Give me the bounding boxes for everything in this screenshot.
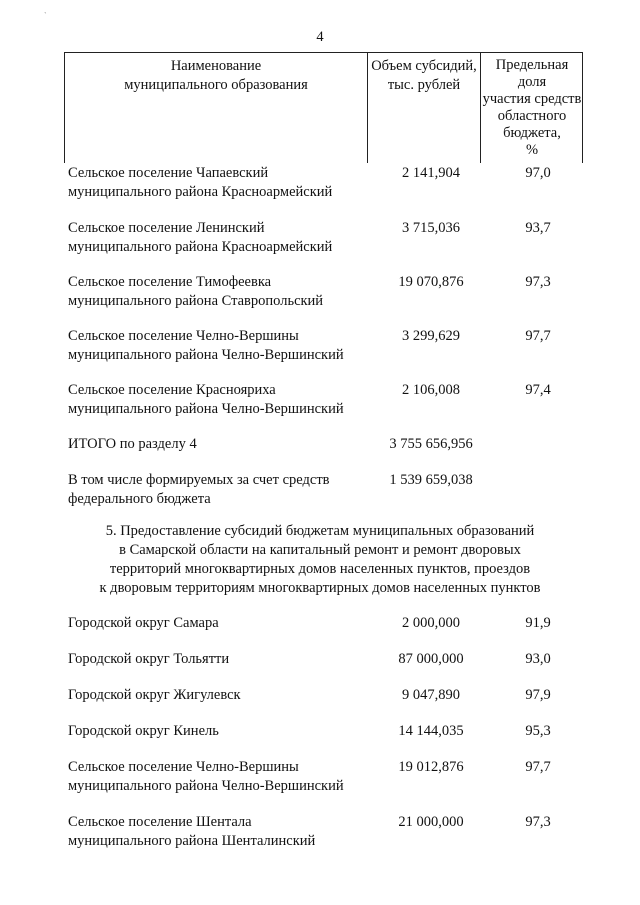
row-name-line: Городской округ Тольятти	[68, 651, 230, 667]
row-name	[68, 381, 368, 419]
row-name	[68, 650, 368, 669]
table-row	[68, 273, 588, 313]
table-row	[68, 381, 588, 421]
row-amount: 3 299,629	[402, 328, 460, 344]
table-row	[68, 686, 588, 726]
row-share: 97,7	[525, 328, 551, 344]
header-col-amount-line: Объем субсидий,	[371, 58, 477, 74]
header-col-name	[65, 53, 367, 163]
row-name-line: муниципального района Красноармейский	[68, 184, 333, 200]
row-name-line: муниципального района Челно-Вершинский	[68, 401, 344, 417]
section-title-line: 5. Предоставление субсидий бюджетам муниципальных образований	[105, 523, 535, 539]
row-share: 93,7	[525, 220, 551, 236]
row-name-line: Сельское поселение Шентала	[68, 814, 252, 830]
table-row	[68, 813, 588, 853]
header-col-name-line: муниципального образования	[124, 77, 308, 93]
section-5-title	[0, 522, 640, 598]
row-amount: 3 755 656,956	[389, 436, 473, 452]
row-amount: 2 000,000	[402, 615, 460, 631]
row-share: 93,0	[525, 651, 551, 667]
header-col-share-line: доля	[517, 74, 547, 90]
header-col-share-line: участия средств	[482, 91, 582, 107]
row-amount: 87 000,000	[398, 651, 464, 667]
row-name-line: ИТОГО по разделу 4	[68, 436, 197, 452]
table-row	[68, 614, 588, 654]
row-share: 97,3	[525, 814, 551, 830]
row-share: 91,9	[525, 615, 551, 631]
row-amount: 3 715,036	[402, 220, 460, 236]
header-col-amount	[367, 53, 480, 163]
table-row	[68, 758, 588, 798]
row-name-line: Сельское поселение Челно-Вершины	[68, 328, 299, 344]
row-amount: 19 012,876	[398, 759, 464, 775]
row-name	[68, 164, 368, 202]
row-share: 97,7	[525, 759, 551, 775]
row-name-line: муниципального района Шенталинский	[68, 833, 316, 849]
row-name-line: В том числе формируемых за счет средств	[68, 472, 330, 488]
row-name-line: Сельское поселение Челно-Вершины	[68, 759, 299, 775]
row-share: 97,4	[525, 382, 551, 398]
section-title-line: территорий многоквартирных домов населенных пунктов, проездов	[109, 561, 531, 577]
header-col-share-line: Предельная	[495, 57, 569, 73]
row-name	[68, 614, 368, 633]
header-col-share-line: %	[525, 142, 539, 158]
header-col-name-line: Наименование	[170, 58, 262, 74]
table-row	[68, 164, 588, 204]
row-name	[68, 327, 368, 365]
header-col-share-line: бюджета,	[503, 125, 561, 141]
corner-mark: `	[44, 11, 47, 20]
row-name-line: Городской округ Самара	[68, 615, 219, 631]
row-name-line: Сельское поселение Чапаевский	[68, 165, 269, 181]
table-row	[68, 722, 588, 762]
row-share: 97,0	[525, 165, 551, 181]
row-amount: 14 144,035	[398, 723, 464, 739]
row-name-line: муниципального района Красноармейский	[68, 239, 333, 255]
table-row	[68, 219, 588, 259]
row-name-line: Сельское поселение Ленинский	[68, 220, 265, 236]
row-name-line: Сельское поселение Краснояриха	[68, 382, 276, 398]
row-share: 97,9	[525, 687, 551, 703]
row-amount: 2 141,904	[402, 165, 460, 181]
row-name-line: федерального бюджета	[68, 491, 211, 507]
federal-row	[68, 471, 588, 511]
row-amount: 2 106,008	[402, 382, 460, 398]
table-header	[64, 52, 583, 163]
row-share: 97,3	[525, 274, 551, 290]
row-name	[68, 273, 368, 311]
row-name-line: Сельское поселение Тимофеевка	[68, 274, 272, 290]
table-row	[68, 327, 588, 367]
row-name	[68, 722, 368, 741]
row-name-line: Городской округ Жигулевск	[68, 687, 241, 703]
row-name	[68, 813, 368, 851]
table-row	[68, 650, 588, 690]
row-name	[68, 686, 368, 705]
row-amount: 19 070,876	[398, 274, 464, 290]
row-name-line: муниципального района Челно-Вершинский	[68, 778, 344, 794]
row-share: 95,3	[525, 723, 551, 739]
row-name-line: муниципального района Ставропольский	[68, 293, 324, 309]
row-amount: 9 047,890	[402, 687, 460, 703]
total-row	[68, 435, 588, 475]
header-col-amount-line: тыс. рублей	[387, 77, 461, 93]
header-col-share	[480, 53, 583, 163]
header-col-share-line: областного	[497, 108, 567, 124]
section-title-line: в Самарской области на капитальный ремонт и ремонт дворовых	[119, 542, 521, 558]
page-number: 4	[316, 29, 324, 45]
row-name	[68, 758, 368, 796]
row-name-line: Городской округ Кинель	[68, 723, 219, 739]
section-title-line: к дворовым территориям многоквартирных домов населенных пунктов	[99, 580, 541, 596]
row-name	[68, 435, 368, 454]
row-amount: 1 539 659,038	[389, 472, 473, 488]
row-name	[68, 219, 368, 257]
row-name	[68, 471, 368, 509]
row-amount: 21 000,000	[398, 814, 464, 830]
row-name-line: муниципального района Челно-Вершинский	[68, 347, 344, 363]
